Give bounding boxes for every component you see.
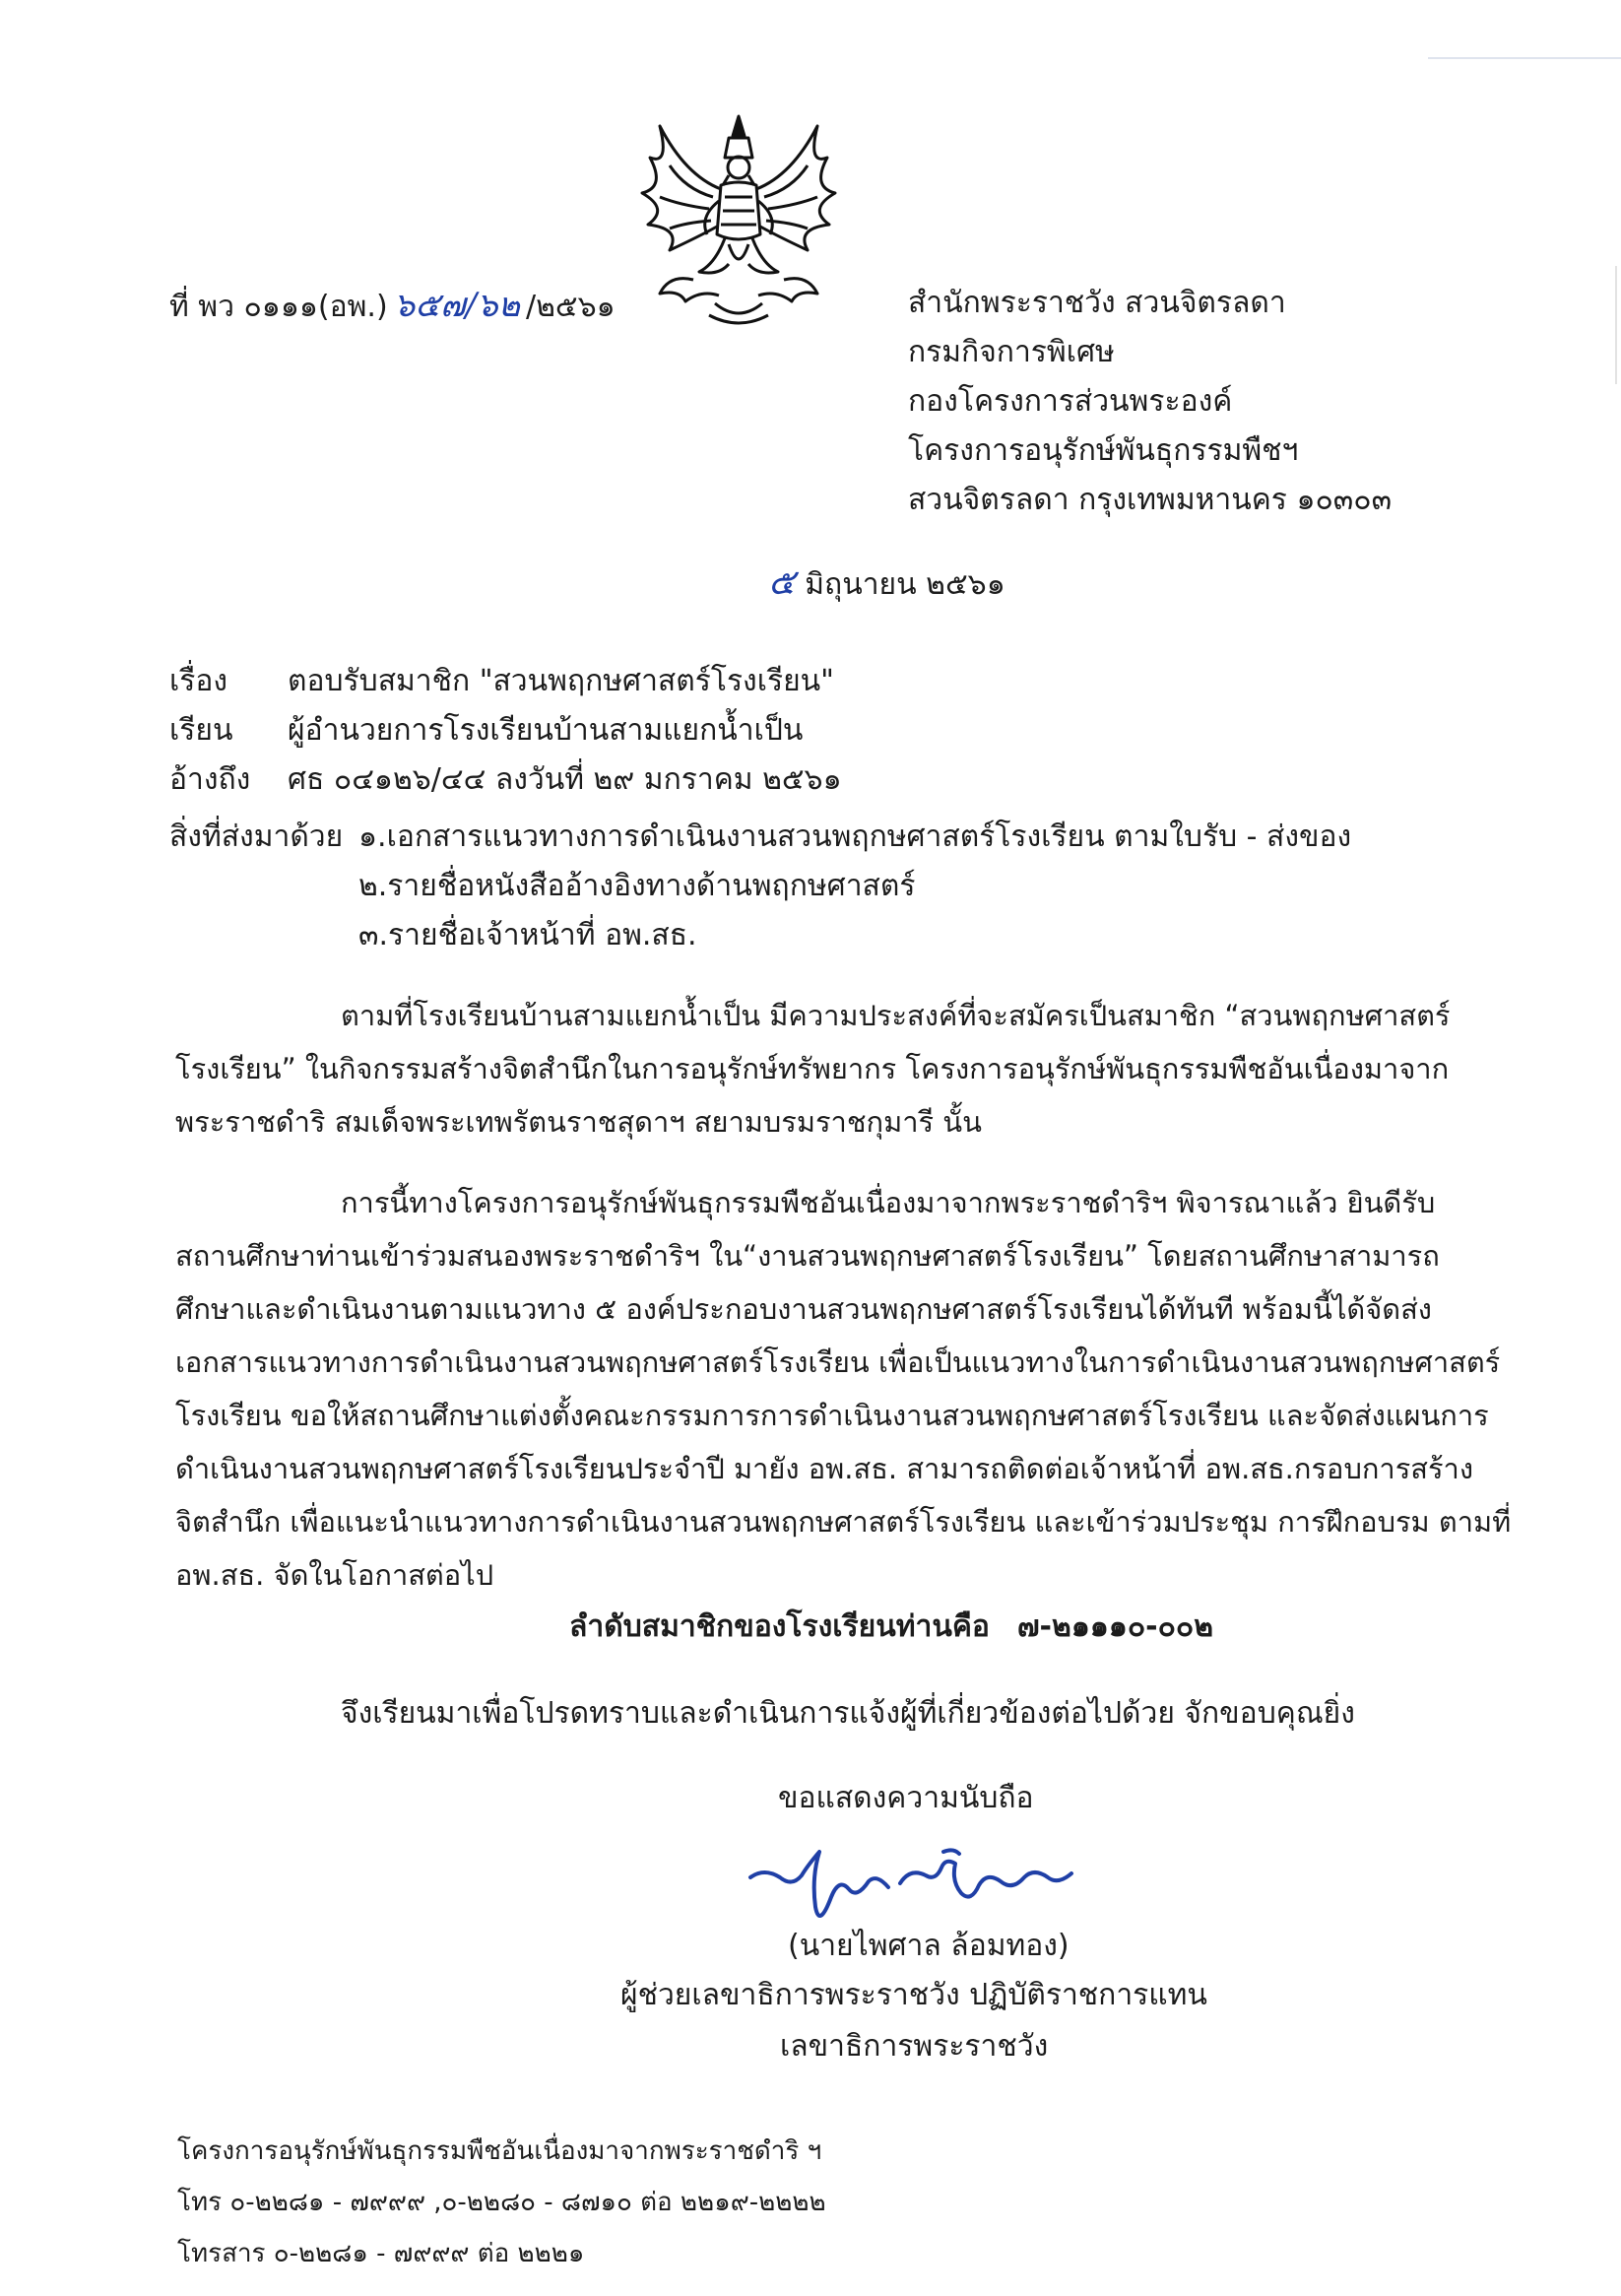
signatory-position-2: เลขาธิการพระราชวัง: [780, 2029, 1049, 2064]
regards-text: ขอแสดงความนับถือ: [778, 1781, 1034, 1815]
sender-line: สำนักพระราชวัง สวนจิตรลดา: [908, 286, 1286, 320]
sender-line: กองโครงการส่วนพระองค์: [908, 384, 1233, 419]
member-label: ลำดับสมาชิกของโรงเรียนท่านคือ: [569, 1609, 990, 1644]
subject-label: เรื่อง: [169, 664, 228, 698]
date-handwritten-day: ๕: [768, 562, 796, 603]
garuda-emblem-icon: [630, 106, 847, 333]
body-paragraph-2: [175, 1176, 1512, 1602]
footer-phone: โทร ๐-๒๒๘๑ - ๗๙๙๙ ,๐-๒๒๘๐ - ๘๗๑๐ ต่อ ๒๒๑๙-๒๒๒๒: [177, 2188, 826, 2217]
paragraph-line: พระราชดำริ สมเด็จพระเทพรัตนราชสุดาฯ สยามบรมราชกุมารี นั้น: [175, 1105, 982, 1139]
sender-line: สวนจิตรลดา กรุงเทพมหานคร ๑๐๓๐๓: [908, 483, 1393, 517]
paragraph-line: ดำเนินงานสวนพฤกษศาสตร์โรงเรียนประจำปี มายัง อพ.สธ. สามารถติดต่อเจ้าหน้าที่ อพ.สธ.กรอบการสร้าง: [175, 1452, 1473, 1485]
paragraph-line: การนี้ทางโครงการอนุรักษ์พันธุกรรมพืชอันเนื่องมาจากพระราชดำริฯ พิจารณาแล้ว ยินดีรับ: [341, 1186, 1436, 1219]
date-month-year: มิถุนายน ๒๕๖๑: [805, 567, 1005, 602]
footer-org: โครงการอนุรักษ์พันธุกรรมพืชอันเนื่องมาจากพระราชดำริ ฯ: [177, 2136, 822, 2166]
subject-value: ตอบรับสมาชิก "สวนพฤกษศาสตร์โรงเรียน": [288, 664, 834, 698]
paragraph-line: ตามที่โรงเรียนบ้านสามแยกน้ำเป็น มีความประสงค์ที่จะสมัครเป็นสมาชิก “สวนพฤกษศาสตร์: [341, 999, 1451, 1032]
to-value: ผู้อำนวยการโรงเรียนบ้านสามแยกน้ำเป็น: [288, 713, 804, 748]
paragraph-line: จิตสำนึก เพื่อแนะนำแนวทางการดำเนินงานสวนพฤกษศาสตร์โรงเรียน และเข้าร่วมประชุม การฝึกอบรม ตามที่: [175, 1505, 1512, 1539]
sender-block: [908, 284, 1392, 530]
footer-fax: โทรสาร ๐-๒๒๘๑ - ๗๙๙๙ ต่อ ๒๒๒๑: [177, 2239, 585, 2268]
signatory-name: (นายไพศาล ล้อมทอง): [788, 1929, 1070, 1963]
member-number: ๗-๒๑๑๑๐-๐๐๒: [1016, 1609, 1214, 1644]
closing-sentence: จึงเรียนมาเพื่อโปรดทราบและดำเนินการแจ้งผู้ที่เกี่ยวข้องต่อไปด้วย จักขอบคุณยิ่ง: [341, 1696, 1355, 1731]
enclosure-label: สิ่งที่ส่งมาด้วย: [169, 820, 344, 854]
ref-prefix: ที่ พว ๐๑๑๑(อพ.): [169, 290, 388, 324]
signatory-position-1: ผู้ช่วยเลขาธิการพระราชวัง ปฏิบัติราชการแทน: [620, 1978, 1207, 2012]
reference-value: ศธ ๐๔๑๒๖/๔๔ ลงวันที่ ๒๙ มกราคม ๒๕๖๑: [288, 762, 842, 797]
sender-line: กรมกิจการพิเศษ: [908, 335, 1115, 369]
ref-suffix: /๒๕๖๑: [526, 290, 616, 324]
enclosure-item: ๓.รายชื่อเจ้าหน้าที่ อพ.สธ.: [358, 918, 697, 952]
letter-date: [768, 563, 1005, 605]
body-paragraph-1: [175, 989, 1451, 1148]
member-number-line: [569, 1607, 1213, 1647]
scan-edge-line: [1428, 57, 1621, 59]
enclosure-item: ๒.รายชื่อหนังสืออ้างอิงทางด้านพฤกษศาสตร์: [358, 869, 916, 903]
to-label: เรียน: [169, 713, 233, 748]
paragraph-line: อพ.สธ. จัดในโอกาสต่อไป: [175, 1558, 494, 1592]
enclosure-item: ๑.เอกสารแนวทางการดำเนินงานสวนพฤกษศาสตร์โรงเรียน ตามใบรับ - ส่งของ: [358, 820, 1352, 854]
paragraph-line: โรงเรียน ขอให้สถานศึกษาแต่งตั้งคณะกรรมการการดำเนินงานสวนพฤกษศาสตร์โรงเรียน และจัดส่งแผนการ: [175, 1399, 1489, 1432]
sender-line: โครงการอนุรักษ์พันธุกรรมพืชฯ: [908, 433, 1299, 468]
reference-label: อ้างถึง: [169, 762, 251, 797]
paragraph-line: โรงเรียน” ในกิจกรรมสร้างจิตสำนึกในการอนุรักษ์ทรัพยากร โครงการอนุรักษ์พันธุกรรมพืชอันเนื่องมาจาก: [175, 1052, 1450, 1085]
scan-edge-mark: [1615, 266, 1617, 384]
ref-handwritten-number: ๖๕๗/๖๒: [393, 286, 520, 325]
ref-number-line: [169, 286, 616, 327]
paragraph-line: สถานศึกษาท่านเข้าร่วมสนองพระราชดำริฯ ใน“งานสวนพฤกษศาสตร์โรงเรียน” โดยสถานศึกษาสามารถ: [175, 1239, 1440, 1273]
paragraph-line: ศึกษาและดำเนินงานตามแนวทาง ๕ องค์ประกอบงานสวนพฤกษศาสตร์โรงเรียนได้ทันที พร้อมนี้ได้จัดส่ง: [175, 1292, 1432, 1326]
paragraph-line: เอกสารแนวทางการดำเนินงานสวนพฤกษศาสตร์โรงเรียน เพื่อเป็นแนวทางในการดำเนินงานสวนพฤกษศาสตร์: [175, 1345, 1501, 1379]
